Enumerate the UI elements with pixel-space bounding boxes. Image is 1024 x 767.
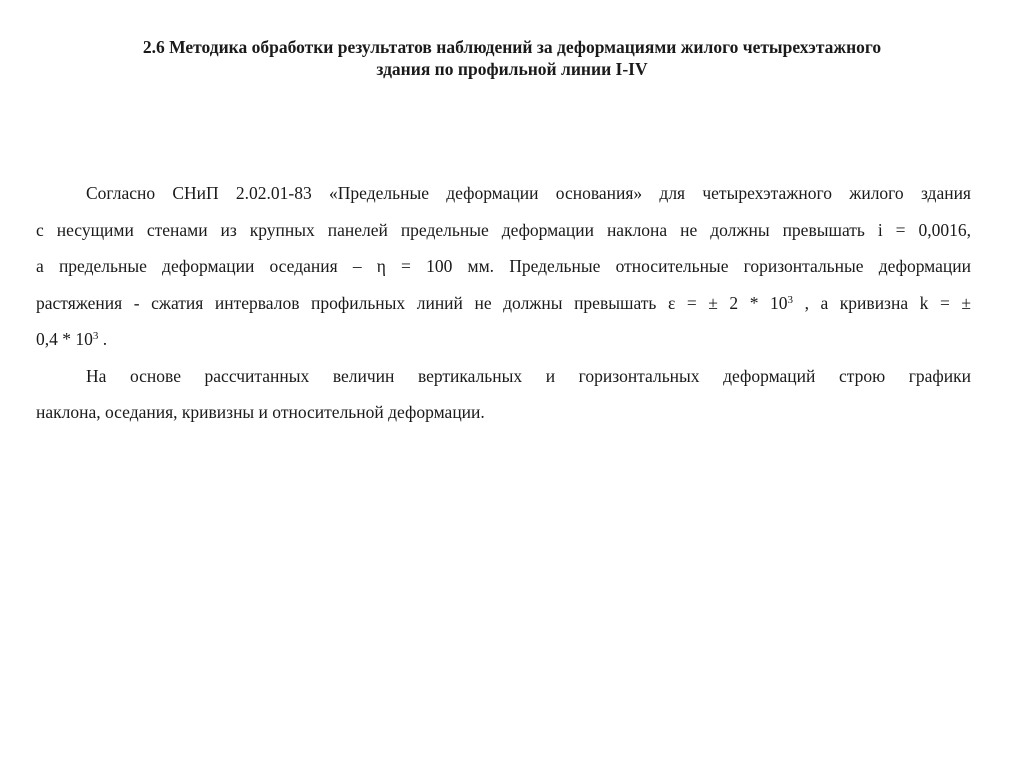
paragraph-line (36, 321, 971, 358)
paragraph-snip-limits (36, 175, 971, 358)
paragraph-line: На основе рассчитанных величин вертикальных и горизонтальных деформаций строю графики (86, 365, 971, 386)
paragraph-line: с несущими стенами из крупных панелей предельные деформации наклона не должны превышать i = 0,0016, (36, 219, 971, 240)
exponent: 3 (92, 330, 99, 342)
curvature-value: 0,4 * 10 (36, 329, 93, 349)
section-heading (60, 36, 964, 80)
heading-line-2: здания по профильной линии I-IV (376, 59, 648, 79)
paragraph-line (36, 285, 971, 322)
paragraph-graphs (36, 358, 971, 431)
curvature-text: , а кривизна k = ± (793, 292, 971, 313)
body-text (36, 175, 971, 431)
paragraph-line: Согласно СНиП 2.02.01-83 «Предельные деформации основания» для четырехэтажного жилого здания (86, 183, 971, 203)
paragraph-line: наклона, оседания, кривизны и относительной деформации. (36, 402, 485, 422)
heading-line-1: 2.6 Методика обработки результатов наблюдений за деформациями жилого четырехэтажного (142, 37, 882, 57)
sentence-end: . (98, 329, 108, 349)
strain-limit-text: растяжения - сжатия интервалов профильных линий не должны превышать ε = ± 2 * 10 (36, 292, 788, 313)
exponent: 3 (787, 293, 794, 306)
paragraph-line: а предельные деформации оседания – η = 100 мм. Предельные относительные горизонтальные деформации (36, 256, 971, 276)
